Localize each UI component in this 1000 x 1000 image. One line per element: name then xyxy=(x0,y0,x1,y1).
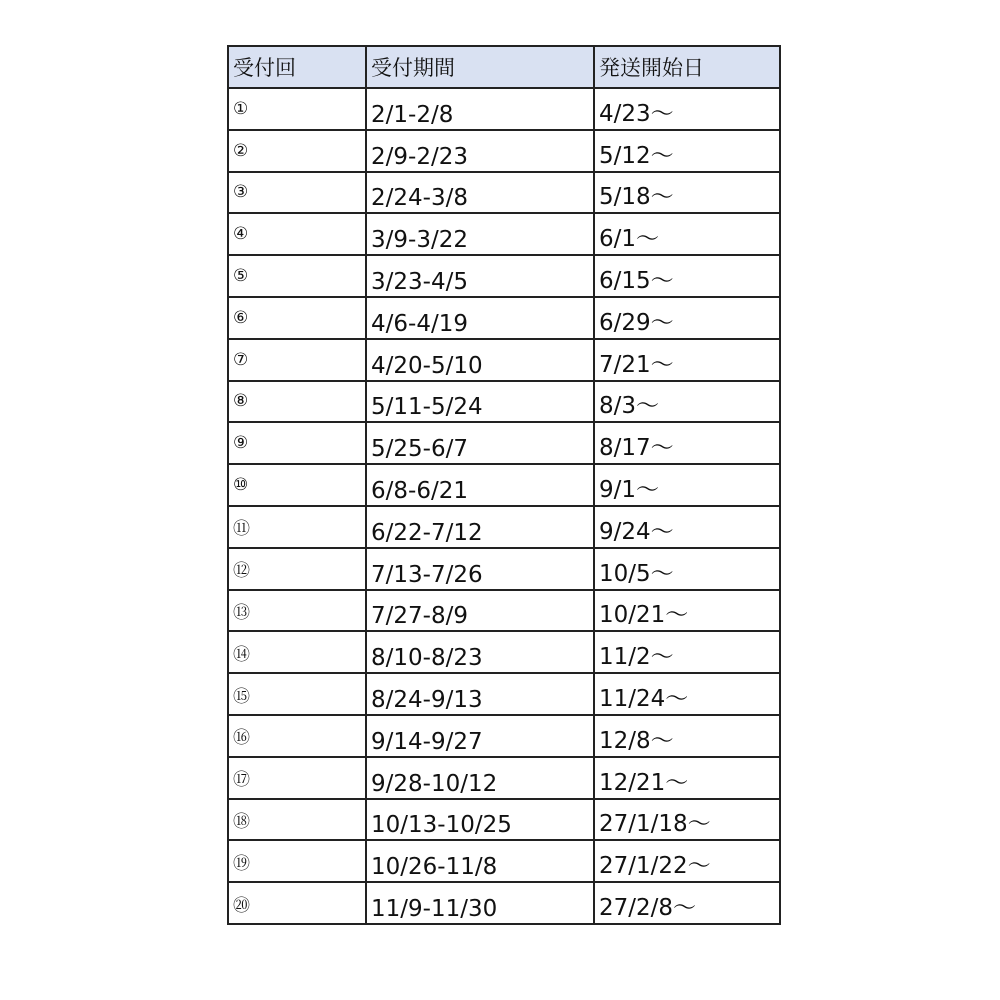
table-row xyxy=(228,631,780,673)
reception-period-cell: 3/9-3/22 xyxy=(366,213,594,255)
shipping-start-cell: 12/8～ xyxy=(594,715,780,757)
shipping-start-cell: 9/1～ xyxy=(594,464,780,506)
round-cell: ⑰ xyxy=(228,757,366,799)
reception-period-cell: 3/23-4/5 xyxy=(366,255,594,297)
shipping-start-cell: 5/18～ xyxy=(594,172,780,214)
header-shipping-start-date: 発送開始日 xyxy=(594,46,780,88)
table-row xyxy=(228,213,780,255)
reception-period-cell: 6/22-7/12 xyxy=(366,506,594,548)
round-cell: ③ xyxy=(228,172,366,214)
reception-period-cell: 2/9-2/23 xyxy=(366,130,594,172)
shipping-start-cell: 8/3～ xyxy=(594,381,780,423)
shipping-start-cell: 11/2～ xyxy=(594,631,780,673)
round-cell: ⑫ xyxy=(228,548,366,590)
round-cell: ⑪ xyxy=(228,506,366,548)
round-cell: ⑭ xyxy=(228,631,366,673)
table-row xyxy=(228,255,780,297)
shipping-start-cell: 10/5～ xyxy=(594,548,780,590)
table-row xyxy=(228,882,780,924)
header-reception-period: 受付期間 xyxy=(366,46,594,88)
reception-period-cell: 2/1-2/8 xyxy=(366,88,594,130)
schedule-body xyxy=(228,88,780,924)
schedule-sheet xyxy=(227,45,779,925)
reception-period-cell: 2/24-3/8 xyxy=(366,172,594,214)
reception-period-cell: 9/14-9/27 xyxy=(366,715,594,757)
table-row xyxy=(228,799,780,841)
table-row xyxy=(228,757,780,799)
table-row xyxy=(228,715,780,757)
table-row xyxy=(228,88,780,130)
table-row xyxy=(228,840,780,882)
table-row xyxy=(228,297,780,339)
table-row xyxy=(228,339,780,381)
shipping-start-cell: 27/2/8～ xyxy=(594,882,780,924)
table-row xyxy=(228,506,780,548)
shipping-start-cell: 10/21～ xyxy=(594,590,780,632)
reception-period-cell: 6/8-6/21 xyxy=(366,464,594,506)
shipping-schedule-table xyxy=(227,45,781,925)
round-cell: ⑱ xyxy=(228,799,366,841)
table-row xyxy=(228,130,780,172)
reception-period-cell: 7/27-8/9 xyxy=(366,590,594,632)
shipping-start-cell: 4/23～ xyxy=(594,88,780,130)
round-cell: ⑧ xyxy=(228,381,366,423)
shipping-start-cell: 6/1～ xyxy=(594,213,780,255)
reception-period-cell: 5/25-6/7 xyxy=(366,422,594,464)
round-cell: ② xyxy=(228,130,366,172)
round-cell: ⑩ xyxy=(228,464,366,506)
reception-period-cell: 4/20-5/10 xyxy=(366,339,594,381)
reception-period-cell: 11/9-11/30 xyxy=(366,882,594,924)
round-cell: ⑯ xyxy=(228,715,366,757)
reception-period-cell: 10/26-11/8 xyxy=(366,840,594,882)
round-cell: ⑳ xyxy=(228,882,366,924)
round-cell: ⑮ xyxy=(228,673,366,715)
reception-period-cell: 8/24-9/13 xyxy=(366,673,594,715)
reception-period-cell: 4/6-4/19 xyxy=(366,297,594,339)
table-row xyxy=(228,673,780,715)
reception-period-cell: 9/28-10/12 xyxy=(366,757,594,799)
shipping-start-cell: 6/15～ xyxy=(594,255,780,297)
round-cell: ⑲ xyxy=(228,840,366,882)
reception-period-cell: 7/13-7/26 xyxy=(366,548,594,590)
round-cell: ④ xyxy=(228,213,366,255)
shipping-start-cell: 7/21～ xyxy=(594,339,780,381)
reception-period-cell: 5/11-5/24 xyxy=(366,381,594,423)
round-cell: ⑦ xyxy=(228,339,366,381)
shipping-start-cell: 5/12～ xyxy=(594,130,780,172)
round-cell: ⑤ xyxy=(228,255,366,297)
header-row xyxy=(228,46,780,88)
shipping-start-cell: 27/1/18～ xyxy=(594,799,780,841)
shipping-start-cell: 9/24～ xyxy=(594,506,780,548)
shipping-start-cell: 12/21～ xyxy=(594,757,780,799)
round-cell: ① xyxy=(228,88,366,130)
reception-period-cell: 10/13-10/25 xyxy=(366,799,594,841)
shipping-start-cell: 6/29～ xyxy=(594,297,780,339)
shipping-start-cell: 8/17～ xyxy=(594,422,780,464)
shipping-start-cell: 11/24～ xyxy=(594,673,780,715)
round-cell: ⑬ xyxy=(228,590,366,632)
table-row xyxy=(228,172,780,214)
shipping-start-cell: 27/1/22～ xyxy=(594,840,780,882)
table-row xyxy=(228,381,780,423)
round-cell: ⑥ xyxy=(228,297,366,339)
header-round: 受付回 xyxy=(228,46,366,88)
reception-period-cell: 8/10-8/23 xyxy=(366,631,594,673)
round-cell: ⑨ xyxy=(228,422,366,464)
table-row xyxy=(228,548,780,590)
table-row xyxy=(228,590,780,632)
table-row xyxy=(228,464,780,506)
table-row xyxy=(228,422,780,464)
